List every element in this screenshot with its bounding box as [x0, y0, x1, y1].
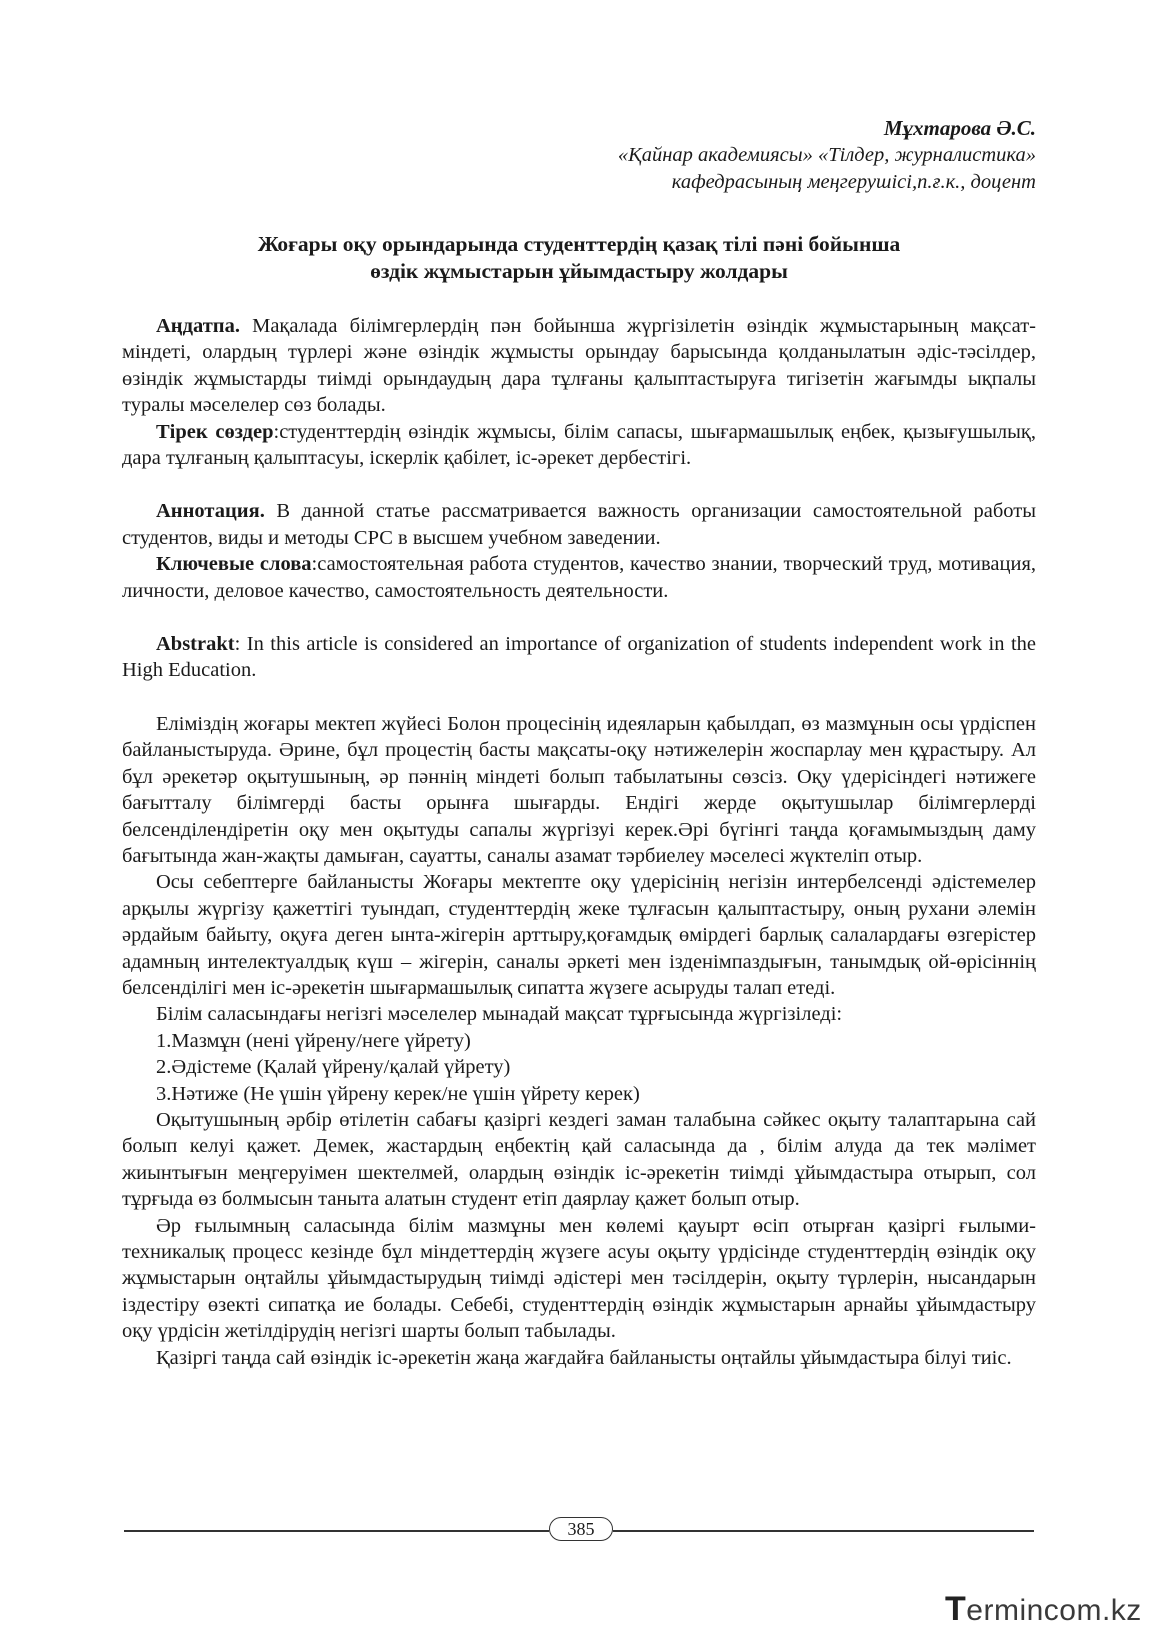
author-name: Мұхтарова Ә.С. — [883, 116, 1036, 140]
body-paragraph: Білім саласындағы негізгі мәселелер мынадай мақсат тұрғысында жүргізіледі: — [156, 1003, 843, 1026]
keywords-ru: Ключевые слова:самостоятельная работа студентов, качество знании, творческий труд, мотивация, личности, деловое качество, самостоятельность деятельности. — [122, 553, 1036, 602]
abstract-ru — [122, 498, 1036, 604]
abstract-en — [122, 631, 1036, 684]
watermark-logo-mark: T — [945, 1590, 967, 1628]
list-item: 1.Мазмұн (нені үйрену/неге үйрету) — [156, 1029, 471, 1052]
keywords-kz: Тірек сөздер:студенттердің өзіндік жұмысы, білім сапасы, шығармашылық еңбек, қызығушылық, дара тұлғаның қалыптасуы, іскерлік қабілет, іс-әрекет дербестігі. — [122, 420, 1036, 470]
abstract-kz-text: Аңдатпа. Мақалада білімгерлердің пән бойынша жүргізілетін өзіндік жұмыстарының мақсат-міндеті, олардың түрлері және өзіндік жұмысты орындау барысында қолданылатын әдіс-тәсілдер, өзіндік жұмыстарды тиімді орындаудың дара тұлғаны қалыптастыруға тигізетін жағымды ықпалы туралы мәселелер сөз болады. — [122, 315, 1036, 417]
body-paragraph: Оқытушының әрбір өтілетін сабағы қазіргі кездегі заман талабына сәйкес оқыту талаптарына сай болып келуі қажет. Демек, жастардың еңбектің қай саласында да , білім алуда да тек мәлімет жиынтығын меңгеруімен шектелмей, олардың өзіндік іс-әрекетін тиімді ұйымдастыра отырып, сол тұрғыда өз болмысын танытa алатын студент етіп даярлау қажет болып отыр. — [122, 1108, 1036, 1211]
author-block — [122, 115, 1036, 196]
keywords-ru-label: Ключевые слова — [156, 553, 312, 576]
abstract-ru-text: Аннотация. В данной статье рассматривается важность организации самостоятельной работы студентов, виды и методы СРС в высшем учебном заведении. — [122, 500, 1036, 549]
watermark-logo-text: ermincom.kz — [966, 1594, 1142, 1627]
body-paragraph: Еліміздің жоғары мектеп жүйесі Болон процесінің идеяларын қабылдап, өз мазмұнын осы үрдіспен байланыстыруда. Әрине, бұл процестің басты мақсаты-оқу нәтижелерін жоспарлау мен құрастыру. Ал бұл әрекетәр оқытушының, әр пәннің міндеті болып табылатыны сөзсіз. Оқу үдерісіндегі нәтижеге бағытталу білімгерді басты орынға шығарды. Ендігі жерде оқытушылар білімгерлерді белсенділендіретін оқу мен оқытуды сапалы жүргізуі керек.Әрі бүгінгі таңда қоғамымыздың даму бағытында жан-жақты дамыған, сауатты, саналы азамат тәрбиелеу мәселесі жүктеліп отыр. — [122, 712, 1036, 867]
body-paragraph: Әр ғылымның саласында білім мазмұны мен көлемі қауырт өсіп отырған қазіргі ғылыми-техникалық процесс кезінде бұл міндеттердің жүзеге асуы оқыту үрдісінде студенттердің өзіндік оқу жұмыстарын оңтайлы ұйымдастырудың тиімді әдістері мен тәсілдерін, оқыту түрлерін, нысандарын іздестіру өзекті сипатқа ие болады. Себебі, студенттердің өзіндік жұмыстарын арнайы ұйымдастыру оқу үрдісін жетілдірудің негізгі шарты болып табылады. — [122, 1214, 1036, 1343]
watermark-logo — [945, 1590, 1142, 1629]
article-title-line2: өздік жұмыстарын ұйымдастыру жолдары — [370, 259, 788, 283]
body-paragraph: Қазіргі таңда сай өзіндік іс-әрекетін жаңа жағдайға байланысты оңтайлы ұйымдастыра білуі тиіс. — [156, 1346, 1012, 1369]
page-footer — [124, 1517, 1034, 1543]
footer-rule-right — [613, 1530, 1034, 1532]
abstract-en-label: Abstrakt — [156, 633, 235, 656]
abstract-ru-label: Аннотация. — [156, 500, 265, 523]
footer-rule-left — [124, 1530, 549, 1532]
body-paragraph: Осы себептерге байланысты Жоғары мектепте оқу үдерісінің негізін интербелсенді әдістемелер арқылы жүргізу қажеттігі туындап, студенттердің жеке тұлғасын қалыптастыру, оның рухани әлемін әрдайым байыту, оқуға деген ынта-жігерін арттыру,қоғамдық өмірдегі барлық салалардағы өзгерістер адамның интелектуалдық күш – жігерін, саналы әркеті мен ізденімпаздығын, танымдық ой-өрісіннің белсенділігі мен іс-әрекетін шығармашылық сипатта жүзеге асыруды талап етеді. — [122, 871, 1036, 999]
abstract-kz — [122, 313, 1036, 471]
abstract-kz-label: Аңдатпа. — [156, 315, 240, 337]
page-number: 385 — [549, 1517, 613, 1541]
article-title — [122, 231, 1036, 285]
list-item: 2.Әдістеме (Қалай үйрену/қалай үйрету) — [156, 1056, 511, 1079]
article-title-line1: Жоғары оқу орындарында студенттердің қазақ тілі пәні бойынша — [257, 232, 901, 256]
document-page — [122, 115, 1036, 1371]
abstract-en-text: Abstrakt: In this article is considered an importance of organization of students independent work in the High Education. — [122, 633, 1036, 682]
article-body — [122, 711, 1036, 1371]
author-affiliation-line1: «Қайнар академиясы» «Тілдер, журналистика» — [617, 144, 1036, 166]
list-item: 3.Нәтиже (Не үшін үйрену керек/не үшін үйрету керек) — [156, 1082, 640, 1105]
keywords-kz-label: Тірек сөздер — [156, 420, 274, 443]
author-affiliation-line2: кафедрасының меңгерушісі,п.ғ.к., доцент — [671, 171, 1036, 193]
